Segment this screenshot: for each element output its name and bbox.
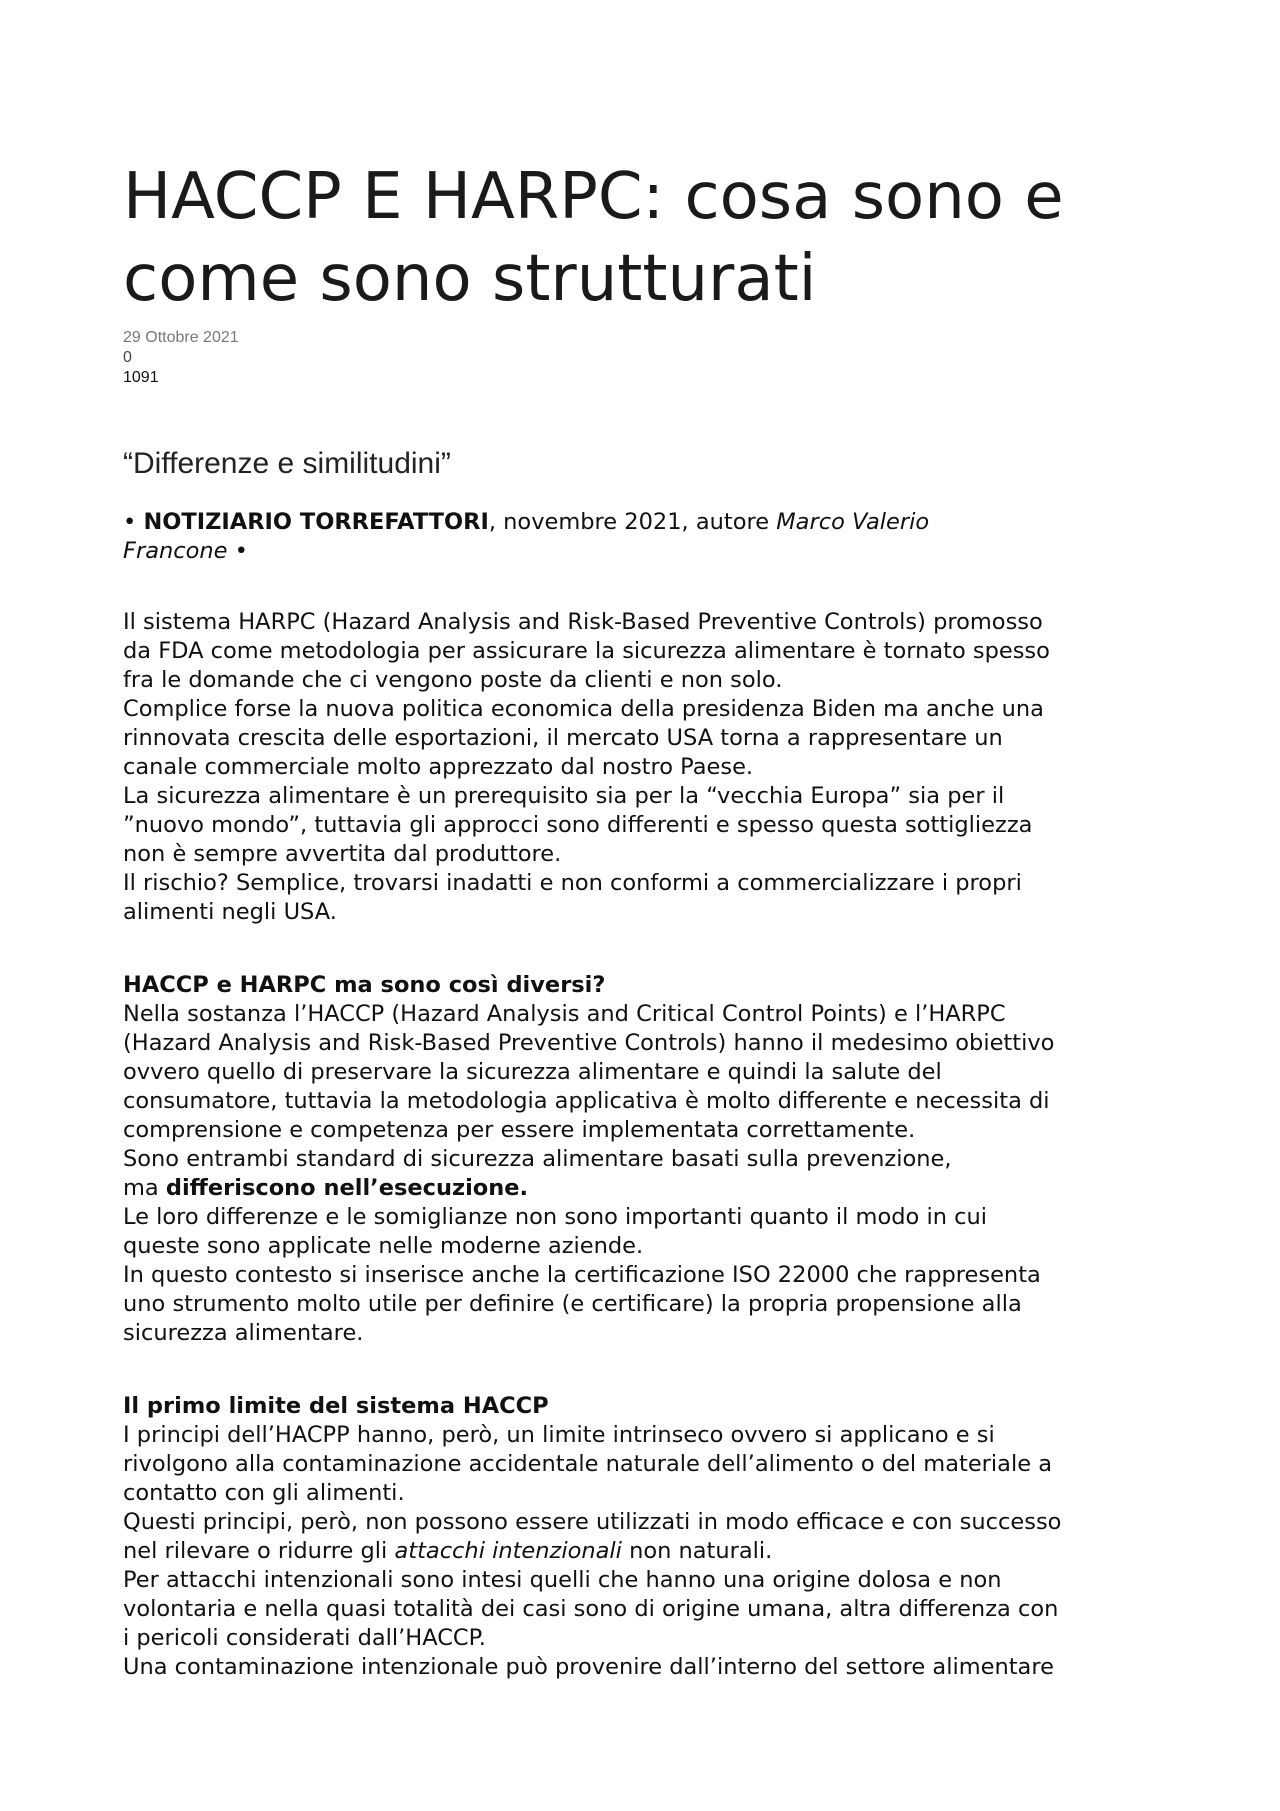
byline-bullet-open: • — [123, 509, 144, 535]
text-line: Nella sostanza l’HACCP (Hazard Analysis and Critical Control Points) e l’HARPC — [123, 1001, 1006, 1027]
text-line: contatto con gli alimenti. — [123, 1480, 405, 1506]
text-line: sicurezza alimentare. — [123, 1320, 364, 1346]
text-line: Una contaminazione intenzionale può provenire dall’interno del settore alimentare — [123, 1654, 1054, 1680]
text-line: (Hazard Analysis and Risk-Based Preventive Controls) hanno il medesimo obiettivo — [123, 1030, 1055, 1056]
emphasis-bold: differiscono nell’esecuzione. — [165, 1175, 529, 1201]
text-line: canale commerciale molto apprezzato dal nostro Paese. — [123, 754, 754, 780]
author-name-first: Marco Valerio — [776, 509, 930, 535]
title-line-2: come sono strutturati — [123, 242, 817, 316]
text-line: non è sempre avvertita dal produttore. — [123, 841, 562, 867]
text-line: Per attacchi intenzionali sono intesi quelli che hanno una origine dolosa e non — [123, 1567, 1002, 1593]
publish-date: 29 Ottobre 2021 — [123, 329, 239, 346]
text-line: I principi dell’HACPP hanno, però, un limite intrinseco ovvero si applicano e si — [123, 1422, 995, 1448]
text-line: Complice forse la nuova politica economica della presidenza Biden ma anche una — [123, 696, 1044, 722]
text-line: rivolgono alla contaminazione accidentale naturale dell’alimento o del materiale a — [123, 1451, 1053, 1477]
article-title — [123, 156, 1163, 320]
differences-paragraph-b — [123, 1203, 1163, 1348]
italic-suffix: non naturali. — [621, 1538, 773, 1564]
text-line: uno strumento molto utile per definire (e certificare) la propria propensione alla — [123, 1291, 1022, 1317]
text-line: Le loro differenze e le somiglianze non sono importanti quanto il modo in cui — [123, 1204, 987, 1230]
limit-paragraph-a — [123, 1421, 1163, 1537]
text-line: rinnovata crescita delle esportazioni, il mercato USA torna a rappresentare un — [123, 725, 1003, 751]
limit-italic-line — [123, 1537, 1163, 1566]
text-line: queste sono applicate nelle moderne aziende. — [123, 1233, 644, 1259]
text-line: Il rischio? Semplice, trovarsi inadatti e non conformi a commercializzare i propri — [123, 870, 1022, 896]
limit-heading: Il primo limite del sistema HACCP — [123, 1393, 549, 1419]
text-line: ”nuovo mondo”, tuttavia gli approcci sono differenti e spesso questa sottigliezza — [123, 812, 1033, 838]
author-name-second: Francone — [123, 538, 228, 564]
title-line-1: HACCP E HARPC: cosa sono e — [123, 160, 1064, 234]
italic-prefix: nel rilevare o ridurre gli — [123, 1538, 395, 1564]
text-line: consumatore, tuttavia la metodologia applicativa è molto differente e necessita di — [123, 1088, 1050, 1114]
text-line: ovvero quello di preservare la sicurezza alimentare e quindi la salute del — [123, 1059, 942, 1085]
text-line: Sono entrambi standard di sicurezza alimentare basati sulla prevenzione, — [123, 1146, 952, 1172]
differences-section — [123, 971, 1163, 1348]
publication-name: NOTIZIARIO TORREFATTORI — [143, 509, 489, 535]
text-line: volontaria e nella quasi totalità dei casi sono di origine umana, altra differenza con — [123, 1596, 1059, 1622]
text-line: comprensione e competenza per essere implementata correttamente. — [123, 1117, 916, 1143]
emphasis-prefix: ma — [123, 1175, 166, 1201]
byline-middle: , novembre 2021, autore — [488, 509, 777, 535]
text-line: In questo contesto si inserisce anche la certificazione ISO 22000 che rappresenta — [123, 1262, 1041, 1288]
byline-bullet-close: • — [227, 538, 248, 564]
text-line: da FDA come metodologia per assicurare la sicurezza alimentare è tornato spesso — [123, 638, 1050, 664]
text-line: Questi principi, però, non possono essere utilizzati in modo efficace e con successo — [123, 1509, 1062, 1535]
intro-section — [123, 608, 1163, 927]
comment-count[interactable]: 0 — [123, 349, 132, 366]
text-line: fra le domande che ci vengono poste da clienti e non solo. — [123, 667, 783, 693]
article-meta — [123, 328, 239, 388]
view-count: 1091 — [123, 369, 159, 386]
differences-paragraph-a — [123, 1000, 1163, 1174]
italic-emphasis: attacchi intenzionali — [394, 1538, 622, 1564]
differences-heading: HACCP e HARPC ma sono così diversi? — [123, 972, 606, 998]
text-line: alimenti negli USA. — [123, 899, 337, 925]
byline — [123, 508, 1163, 566]
text-line: Il sistema HARPC (Hazard Analysis and Risk-Based Preventive Controls) promosso — [123, 609, 1043, 635]
limit-paragraph-b — [123, 1566, 1163, 1682]
intro-paragraph — [123, 608, 1163, 927]
article-subtitle: “Differenze e similitudini” — [123, 447, 451, 480]
text-line: i pericoli considerati dall’HACCP. — [123, 1625, 486, 1651]
differences-emphasis-line — [123, 1174, 1163, 1203]
text-line: La sicurezza alimentare è un prerequisito sia per la “vecchia Europa” sia per il — [123, 783, 1005, 809]
limit-section — [123, 1392, 1163, 1682]
